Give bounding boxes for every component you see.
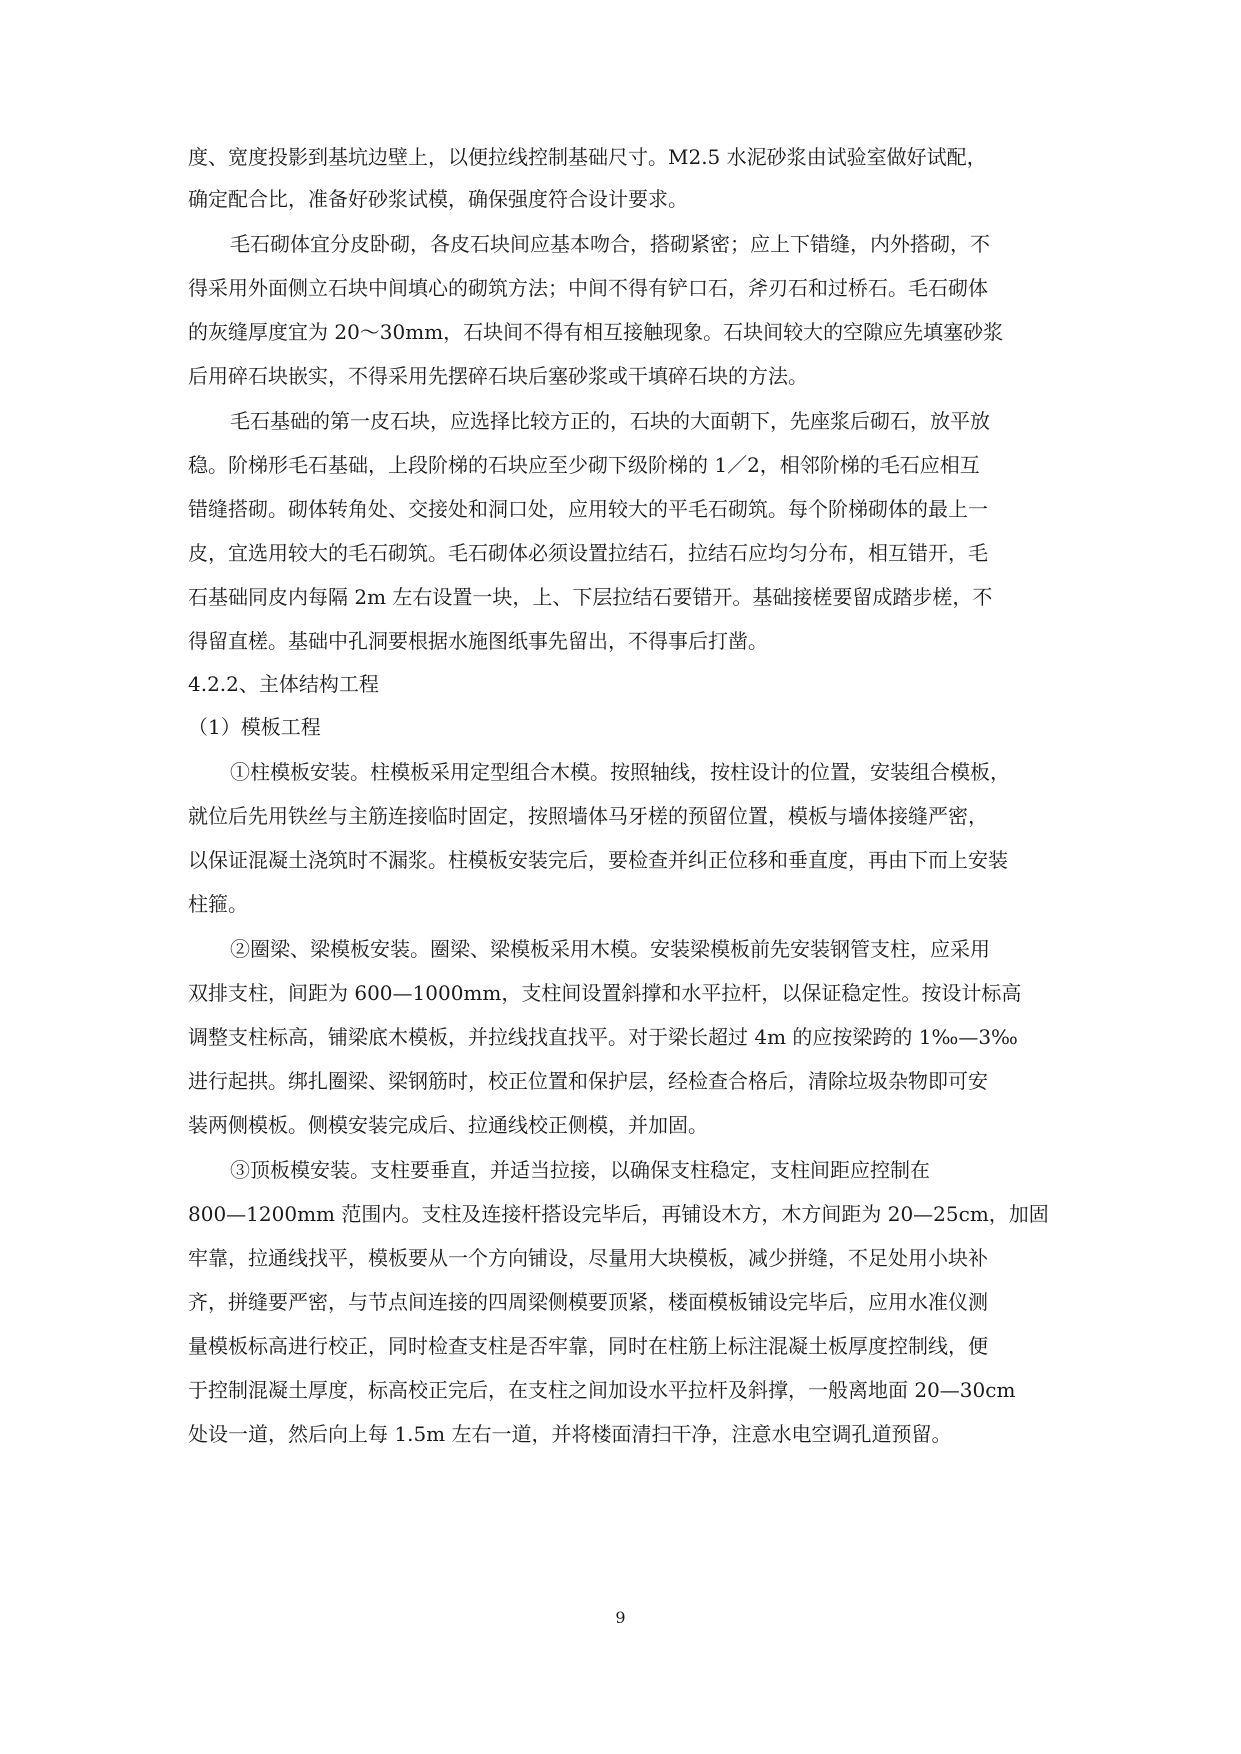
paragraph-2-line-3: 的灰缝厚度宜为 20～30mm，石块间不得有相互接触现象。石块间较大的空隙应先填塞砂浆 <box>188 320 1004 344</box>
paragraph-1-line-2: 确定配合比，准备好砂浆试模，确保强度符合设计要求。 <box>188 187 688 211</box>
paragraph-4-line-4: 柱箍。 <box>188 892 248 916</box>
paragraph-5-line-2: 双排支柱，间距为 600—1000mm，支柱间设置斜撑和水平拉杆，以保证稳定性。按设计标高 <box>188 981 1022 1005</box>
paragraph-5-line-5: 装两侧模板。侧模安装完成后、拉通线校正侧模，并加固。 <box>188 1113 708 1137</box>
paragraph-5-line-1: ②圈梁、梁模板安装。圈梁、梁模板采用木模。安装梁模板前先安装钢管支柱，应采用 <box>230 937 990 961</box>
paragraph-3-line-1: 毛石基础的第一皮石块，应选择比较方正的，石块的大面朝下，先座浆后砌石，放平放 <box>230 409 990 433</box>
section-heading-4-2-2: 4.2.2、主体结构工程 <box>188 672 379 696</box>
paragraph-2-line-4: 后用碎石块嵌实，不得采用先摆碎石块后塞砂浆或干填碎石块的方法。 <box>188 364 808 388</box>
paragraph-3-line-5: 石基础同皮内每隔 2m 左右设置一块，上、下层拉结石要错开。基础接槎要留成踏步槎，不 <box>188 585 993 609</box>
paragraph-5-line-4: 进行起拱。绑扎圈梁、梁钢筋时，校正位置和保护层，经检查合格后，清除垃圾杂物即可安 <box>188 1069 988 1093</box>
paragraph-3-line-3: 错缝搭砌。砌体转角处、交接处和洞口处，应用较大的平毛石砌筑。每个阶梯砌体的最上一 <box>188 497 988 521</box>
paragraph-2-line-2: 得采用外面侧立石块中间填心的砌筑方法；中间不得有铲口石，斧刃石和过桥石。毛石砌体 <box>188 276 988 300</box>
paragraph-6-line-4: 齐，拼缝要严密，与节点间连接的四周梁侧模要顶紧，楼面模板铺设完毕后，应用水准仪测 <box>188 1290 988 1314</box>
paragraph-5-line-3: 调整支柱标高，铺梁底木模板，并拉线找直找平。对于梁长超过 4m 的应按梁跨的 1‰—3‰ <box>188 1025 1018 1049</box>
paragraph-6-line-7: 处设一道，然后向上每 1.5m 左右一道，并将楼面清扫干净，注意水电空调孔道预留。 <box>188 1422 952 1446</box>
page-number: 9 <box>615 1608 626 1627</box>
paragraph-6-line-1: ③顶板模安装。支柱要垂直，并适当拉接，以确保支柱稳定，支柱间距应控制在 <box>230 1158 930 1182</box>
paragraph-6-line-5: 量模板标高进行校正，同时检查支柱是否牢靠，同时在柱筋上标注混凝土板厚度控制线，便 <box>188 1334 988 1358</box>
paragraph-1-line-1: 度、宽度投影到基坑边壁上，以便拉线控制基础尺寸。M2.5 水泥砂浆由试验室做好试配， <box>188 145 987 169</box>
paragraph-6-line-2: 800—1200mm 范围内。支柱及连接杆搭设完毕后，再铺设木方，木方间距为 20—25cm，加固 <box>188 1202 1049 1226</box>
paragraph-2-line-1: 毛石砌体宜分皮卧砌，各皮石块间应基本吻合，搭砌紧密；应上下错缝，内外搭砌，不 <box>230 232 990 256</box>
paragraph-3-line-2: 稳。阶梯形毛石基础，上段阶梯的石块应至少砌下级阶梯的 1／2，相邻阶梯的毛石应相互 <box>188 453 980 477</box>
paragraph-3-line-4: 皮，宜选用较大的毛石砌筑。毛石砌体必须设置拉结石，拉结石应均匀分布，相互错开，毛 <box>188 541 988 565</box>
paragraph-4-line-3: 以保证混凝土浇筑时不漏浆。柱模板安装完后，要检查并纠正位移和垂直度，再由下而上安装 <box>188 848 1008 872</box>
paragraph-3-line-6: 得留直槎。基础中孔洞要根据水施图纸事先留出，不得事后打凿。 <box>188 629 768 653</box>
paragraph-6-line-6: 于控制混凝土厚度，标高校正完后，在支柱之间加设水平拉杆及斜撑，一般离地面 20—30cm <box>188 1378 1016 1402</box>
paragraph-4-line-2: 就位后先用铁丝与主筋连接临时固定，按照墙体马牙槎的预留位置，模板与墙体接缝严密， <box>188 804 988 828</box>
subsection-heading-formwork: （1）模板工程 <box>188 715 321 739</box>
paragraph-6-line-3: 牢靠，拉通线找平，模板要从一个方向铺设，尽量用大块模板，减少拼缝，不足处用小块补 <box>188 1246 988 1270</box>
paragraph-4-line-1: ①柱模板安装。柱模板采用定型组合木模。按照轴线，按柱设计的位置，安装组合模板， <box>230 760 1010 784</box>
